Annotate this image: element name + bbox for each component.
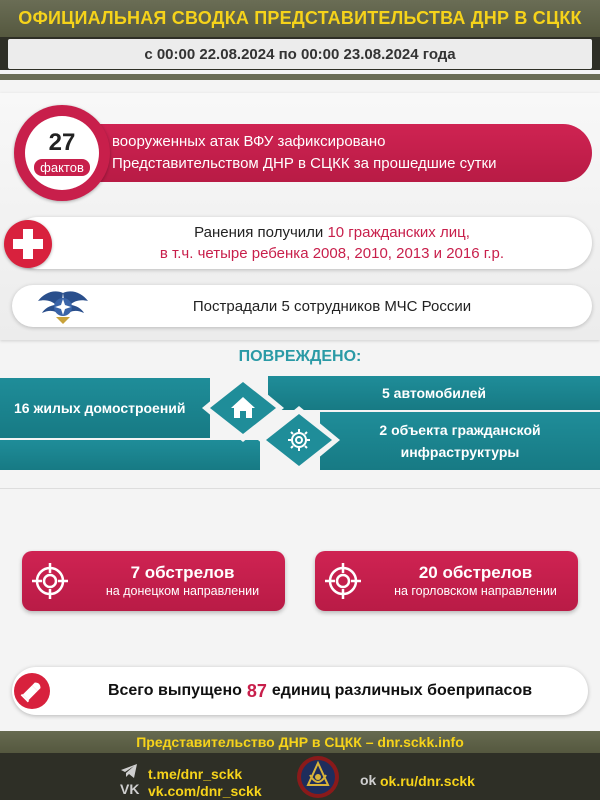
crosshair-icon bbox=[324, 562, 362, 600]
vk-icon: VK bbox=[120, 781, 140, 797]
attacks-count: 27 bbox=[48, 128, 76, 156]
footer-ok-link[interactable]: ok.ru/dnr.sckk bbox=[380, 773, 475, 789]
medical-cross-icon-v bbox=[23, 229, 33, 259]
footer-vk-link[interactable]: vk.com/dnr_sckk bbox=[148, 783, 262, 799]
report-period: с 00:00 22.08.2024 по 00:00 23.08.2024 года bbox=[8, 39, 592, 69]
ok-icon: ok bbox=[360, 772, 377, 788]
mchs-emblem-icon bbox=[36, 287, 90, 325]
shelling-gorlovka-direction: на горловском направлении bbox=[394, 584, 557, 598]
shelling-gorlovka-count: 20 обстрелов bbox=[418, 563, 533, 582]
shelling-donetsk-count: 7 обстрелов bbox=[130, 563, 235, 582]
section-divider bbox=[0, 488, 600, 489]
shelling-donetsk-direction: на донецком направлении bbox=[105, 584, 260, 598]
damaged-infra-line-1: 2 объекта гражданской bbox=[379, 422, 541, 438]
dnr-emblem-icon bbox=[296, 755, 340, 799]
footer-telegram-link[interactable]: t.me/dnr_sckk bbox=[148, 766, 243, 782]
damaged-infra-line-2: инфраструктуры bbox=[400, 444, 520, 460]
header-title-bar bbox=[0, 0, 600, 37]
ammo-prefix: Всего выпущено bbox=[107, 682, 242, 699]
ammo-banner bbox=[12, 667, 588, 715]
attacks-counter bbox=[25, 116, 99, 190]
damaged-icons bbox=[200, 372, 340, 476]
damaged-houses bbox=[0, 378, 210, 438]
page-title: ОФИЦИАЛЬНАЯ СВОДКА ПРЕДСТАВИТЕЛЬСТВА ДНР В СЦКК bbox=[18, 8, 582, 28]
footer-site[interactable]: Представительство ДНР в СЦКК – dnr.sckk.info bbox=[136, 734, 464, 750]
mchs-text: Пострадали 5 сотрудников МЧС России bbox=[192, 297, 472, 315]
bullet-icon-shape bbox=[18, 677, 46, 705]
crosshair-icon bbox=[31, 562, 69, 600]
attacks-unit: фактов bbox=[34, 159, 90, 176]
injuries-line-2: в т.ч. четыре ребенка 2008, 2010, 2013 и 2016 г.р. bbox=[159, 245, 505, 262]
damaged-infrastructure bbox=[320, 412, 600, 470]
damaged-houses-text: 16 жилых домостроений bbox=[14, 400, 186, 416]
mchs-banner bbox=[12, 285, 592, 327]
header-divider bbox=[0, 74, 600, 80]
damaged-title: ПОВРЕЖДЕНО: bbox=[238, 348, 362, 365]
injuries-prefix: Ранения получили bbox=[194, 224, 328, 241]
attacks-line-2: Представительством ДНР в СЦКК за прошедшие сутки bbox=[112, 155, 497, 172]
attacks-banner bbox=[60, 124, 592, 182]
ammo-suffix: единиц различных боеприпасов bbox=[271, 682, 533, 699]
telegram-icon bbox=[120, 763, 138, 779]
ammo-count: 87 bbox=[246, 680, 267, 701]
footer-site-bar bbox=[0, 731, 600, 753]
injuries-banner bbox=[12, 217, 592, 269]
injuries-line-1 bbox=[194, 222, 470, 243]
damaged-cars-text: 5 автомобилей bbox=[381, 385, 486, 401]
injuries-highlight: 10 гражданских лиц, bbox=[327, 224, 470, 241]
attacks-line-1: вооруженных атак ВФУ зафиксировано bbox=[112, 133, 386, 150]
